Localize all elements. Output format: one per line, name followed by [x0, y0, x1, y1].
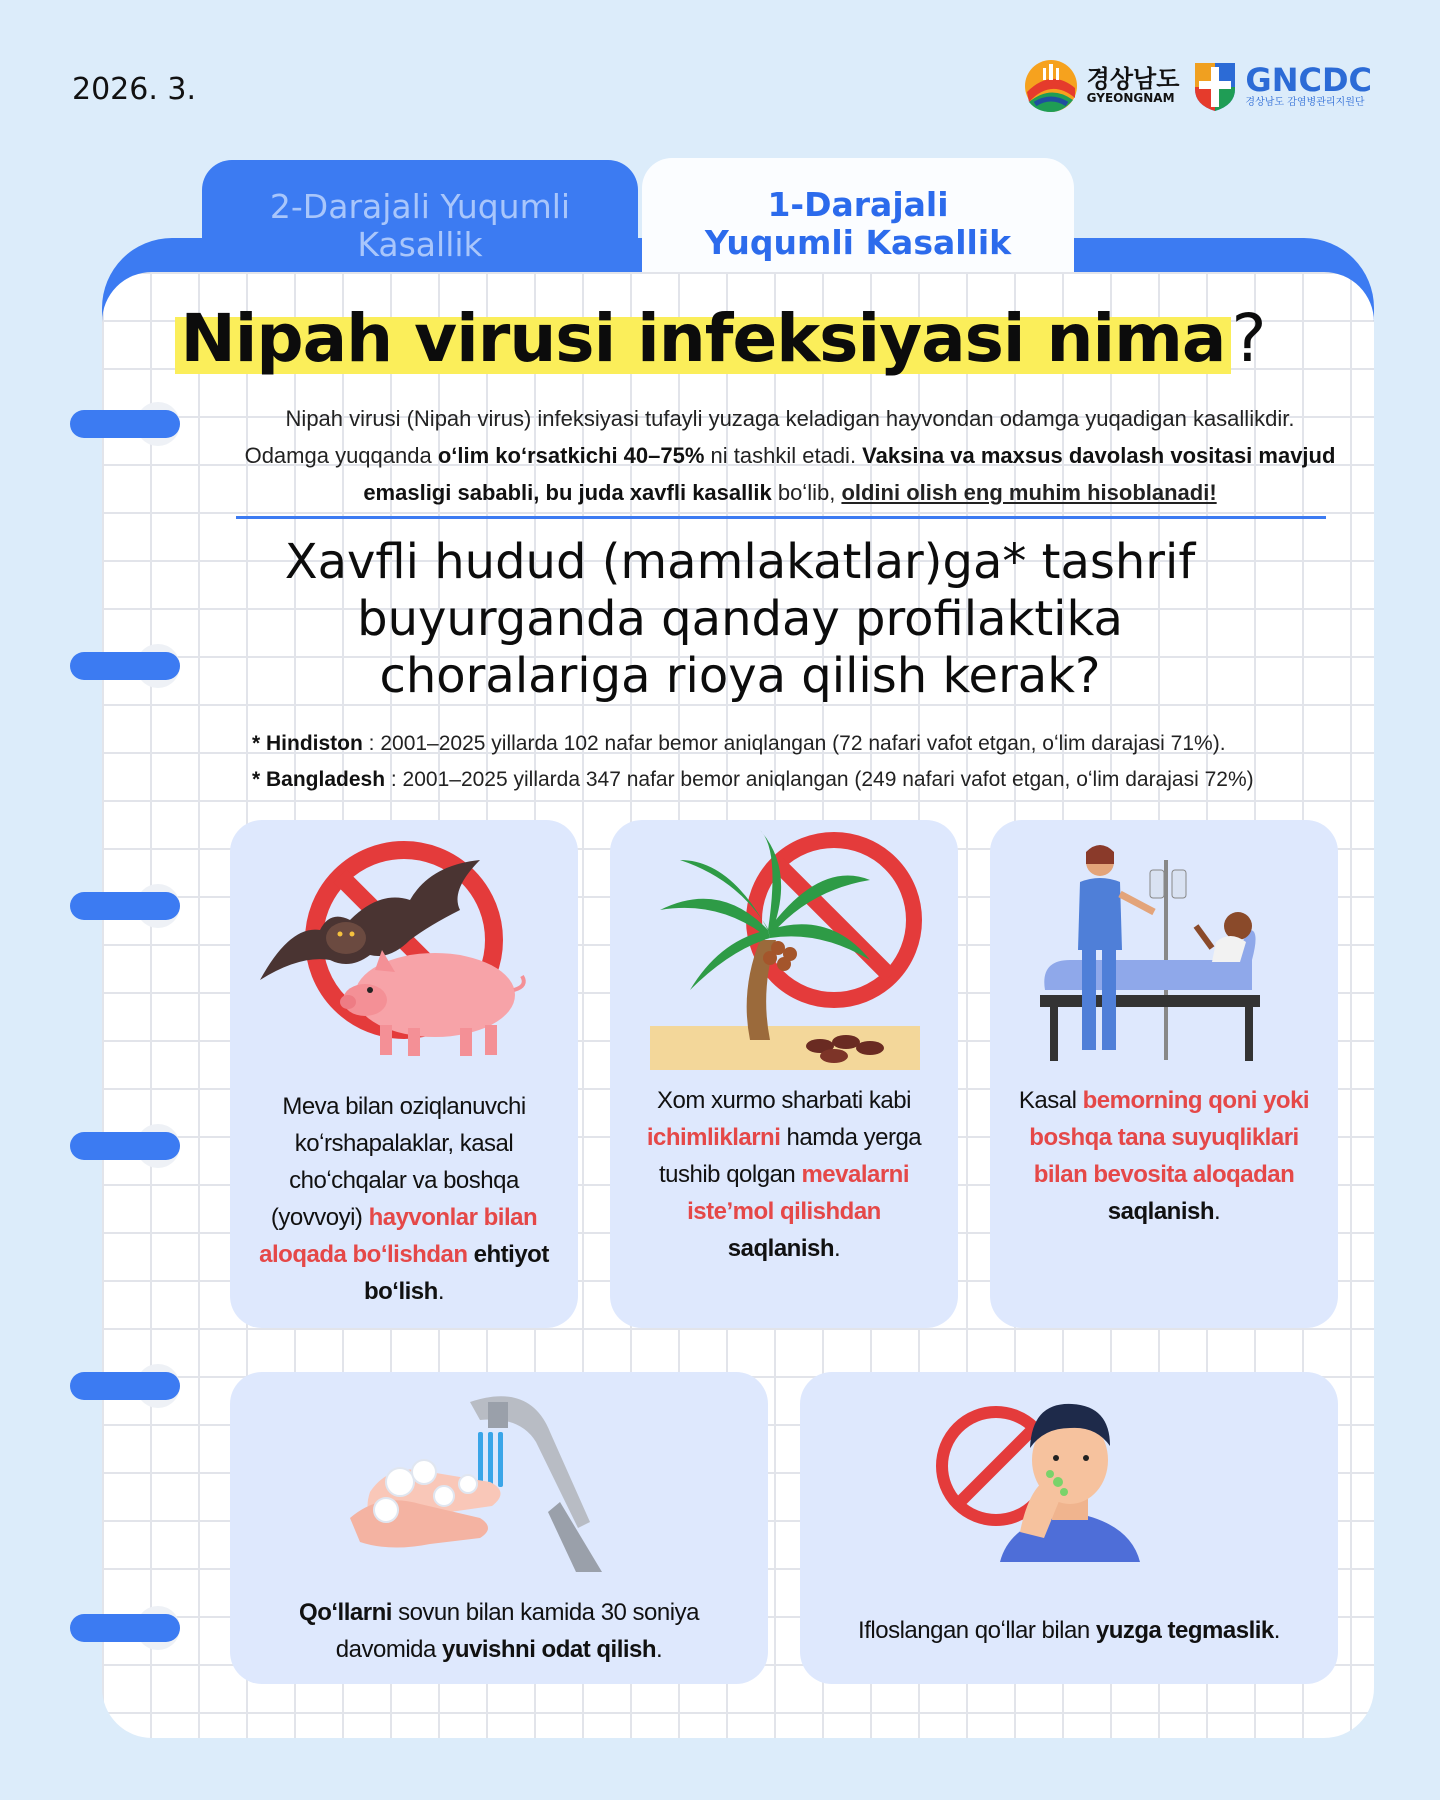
gyeongnam-emblem-icon	[1023, 58, 1079, 114]
page-title	[0, 300, 1440, 377]
hand-washing-icon	[230, 1372, 768, 1572]
section-heading: Xavfli hudud (mamlakatlar)ga* tashrif buyurganda qanday profilaktika choralariga rioya qilish kerak?	[284, 534, 1196, 704]
card-avoid-palm-sap-text: Xom xurmo sharbati kabi ichimliklarni hamda yerga tushib qolgan mevalarni isteʼmol qilishdan saqlanish.	[646, 1087, 922, 1262]
binder-ring	[70, 648, 180, 684]
logos	[1023, 58, 1372, 114]
card-avoid-palm-sap	[610, 820, 958, 1328]
card-no-face-touch	[800, 1372, 1338, 1684]
card-avoid-animals-text: Meva bilan oziqlanuvchi koʻrshapalaklar, kasal choʻchqalar va boshqa (yovvoyi) hayvonlar bilan aloqada boʻlishdan ehtiyot boʻlish.	[259, 1093, 549, 1305]
gyeongnam-ko-label: 경상남도	[1086, 65, 1180, 94]
card-wash-hands-text: Qoʻllarni sovun bilan kamida 30 soniya davomida yuvishni odat qilish.	[299, 1599, 699, 1663]
binder-ring	[70, 1368, 180, 1404]
tab-level-2-line2: Kasallik	[357, 225, 483, 264]
gncdc-label: GNCDC	[1245, 60, 1372, 99]
tab-level-1-line1: 1-Darajali	[767, 185, 949, 224]
tab-level-1[interactable]	[642, 158, 1074, 278]
note-bangladesh: * Bangladesh : 2001–2025 yillarda 347 nafar bemor aniqlangan (249 nafari vafot etgan, oʻlim darajasi 72%)	[252, 768, 1254, 791]
tab-level-2[interactable]	[202, 160, 638, 280]
binder-ring	[70, 1128, 180, 1164]
note-india: * Hindiston : 2001–2025 yillarda 102 nafar bemor aniqlangan (72 nafari vafot etgan, oʻlim darajasi 71%).	[252, 732, 1226, 755]
gyeongnam-logo	[1023, 58, 1180, 114]
card-no-face-touch-text: Ifloslangan qoʻllar bilan yuzga tegmaslik.	[858, 1617, 1280, 1644]
binder-ring	[70, 406, 180, 442]
card-avoid-body-fluids	[990, 820, 1338, 1328]
intro-text	[210, 400, 1370, 511]
page-title-text: Nipah virusi infeksiyasi nima	[175, 300, 1232, 377]
gyeongnam-en-label: GYEONGNAM	[1086, 91, 1175, 106]
intro-line2: Odamga yuqqanda oʻlim koʻrsatkichi 40–75% ni tashkil etadi. Vaksina va maxsus davolash vositasi mavjud emasligi sababli, bu juda xavfli kasallik boʻlib, oldini olish eng muhim hisoblanadi!	[244, 443, 1336, 505]
section-divider	[236, 516, 1326, 519]
palm-tree-prohibited-icon	[610, 820, 958, 1080]
gncdc-logo	[1193, 59, 1372, 113]
gncdc-sub-label: 경상남도 감염병관리지원단	[1245, 96, 1365, 108]
page-title-question-mark: ?	[1231, 300, 1266, 377]
nurse-patient-bed-icon	[990, 830, 1338, 1090]
card-wash-hands	[230, 1372, 768, 1684]
bat-pig-prohibited-icon	[230, 830, 578, 1070]
binder-ring	[70, 1610, 180, 1646]
face-touch-prohibited-icon	[800, 1372, 1338, 1572]
card-avoid-animals	[230, 820, 578, 1328]
country-notes	[252, 726, 1254, 798]
binder-ring	[70, 888, 180, 924]
intro-line1: Nipah virusi (Nipah virus) infeksiyasi tufayli yuzaga keladigan hayvondan odamga yuqadigan kasallikdir.	[285, 406, 1295, 431]
gncdc-shield-icon	[1193, 59, 1237, 113]
tab-level-1-line2: Yuqumli Kasallik	[704, 223, 1012, 262]
tab-level-2-line1: 2-Darajali Yuqumli	[269, 187, 571, 226]
date-label: 2026. 3.	[72, 72, 197, 107]
card-avoid-body-fluids-text: Kasal bemorning qoni yoki boshqa tana suyuqliklari bilan bevosita aloqadan saqlanish.	[1018, 1087, 1310, 1225]
